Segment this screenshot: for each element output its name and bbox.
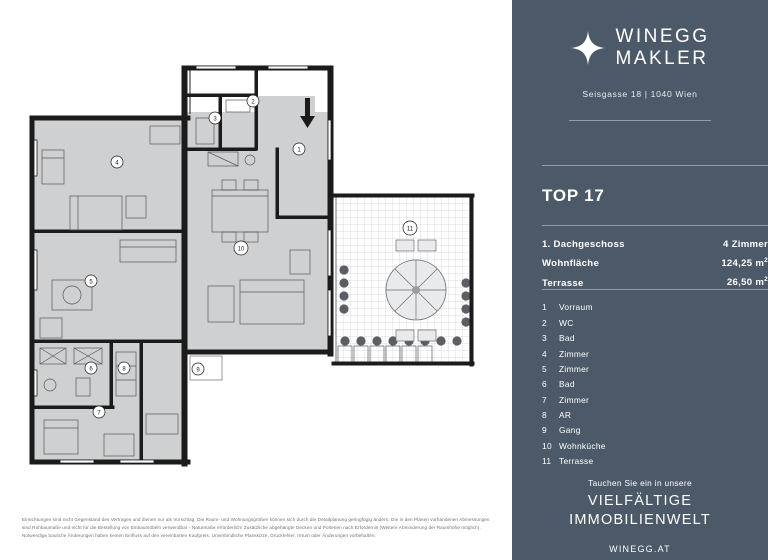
plan-disclaimer: Einrichtungen sind nicht Gegenstand des Vertrages und dienen nur als Vorschlag. Die Raum- und Wohnungsgrößen können sich durch die Detailplanung geringfügig ändern. Die in den Plänen vorhandenen Abmessungen sind Rohbaumaße und nicht für die Bestellung von Einbaumöbeln verwendbar - Naturmaße erforderlich! Zusätzliche abgehängte Decken und Polterien nach Erfordernis (Weitere Abminderung der Raumhöhe möglich). Notwendige bauliche Änderungen haben keinen Einfluss auf den vereinbarten Kaufpreis. Unverbindliche Planskizze, Druckfehler, Irrtum oder Änderungen vorbehalten. xyxy=(22,517,490,539)
legend-number: 10 xyxy=(542,440,552,451)
terrace-area xyxy=(336,196,472,364)
legend-number: 11 xyxy=(542,456,552,467)
legend-item xyxy=(542,377,768,392)
footer-headline-2: IMMOBILIENWELT xyxy=(569,512,711,529)
svg-text:10: 10 xyxy=(237,246,245,253)
svg-text:5: 5 xyxy=(89,279,93,286)
legend-label: Vorraum xyxy=(559,302,593,313)
info-panel xyxy=(512,0,768,560)
legend-number: 8 xyxy=(542,410,547,421)
panel-footer xyxy=(512,478,768,554)
legend-item xyxy=(542,408,768,423)
legend-number: 5 xyxy=(542,363,547,374)
legend-item xyxy=(542,300,768,315)
svg-text:7: 7 xyxy=(97,410,101,417)
footer-lead-text: Tauchen Sie ein in unsere xyxy=(588,478,692,488)
legend-number: 2 xyxy=(542,317,547,328)
svg-text:11: 11 xyxy=(406,226,414,233)
legend-number: 6 xyxy=(542,379,547,390)
brand-logo xyxy=(512,26,768,99)
footer-headline-1: VIELFÄLTIGE xyxy=(587,493,693,509)
panel-divider-bottom xyxy=(542,289,768,290)
svg-text:8: 8 xyxy=(122,366,126,373)
fact-value: 26,50 $m^2$ xyxy=(726,276,768,289)
svg-text:2: 2 xyxy=(251,99,255,106)
legend-label: Zimmer xyxy=(559,348,590,359)
brand-address: Seisgasse 18 | 1040 Wien xyxy=(582,88,698,99)
brand-line-1: WINEGG xyxy=(615,26,710,47)
brand-line-2: MAKLER xyxy=(615,48,709,70)
legend-item xyxy=(542,438,768,453)
legend-number: 9 xyxy=(542,425,547,436)
legend-label: Bad xyxy=(559,379,575,390)
fact-row xyxy=(542,253,768,272)
legend-item xyxy=(542,331,768,346)
legend-label: Zimmer xyxy=(559,363,590,374)
legend-item xyxy=(542,423,768,438)
legend-label: Gang xyxy=(559,425,581,436)
legend-number: 4 xyxy=(542,348,547,359)
legend-number: 7 xyxy=(542,394,547,405)
panel-divider-top xyxy=(542,165,768,166)
legend-item xyxy=(542,346,768,361)
logo-divider xyxy=(569,120,711,121)
legend-number: 1 xyxy=(542,302,547,313)
legend-number: 3 xyxy=(542,333,547,344)
legend-item xyxy=(542,454,768,469)
legend-item xyxy=(542,315,768,330)
svg-text:9: 9 xyxy=(196,367,200,374)
unit-title: TOP 17 xyxy=(542,186,605,205)
legend-label: Wohnküche xyxy=(559,440,606,451)
footer-website-link[interactable]: WINEGG.AT xyxy=(609,544,671,555)
fact-row xyxy=(542,234,768,253)
svg-text:1: 1 xyxy=(297,147,301,154)
legend-label: Terrasse xyxy=(559,456,594,467)
panel-divider-mid xyxy=(542,225,768,226)
fact-label: 1. Dachgeschoss xyxy=(542,238,625,250)
svg-text:6: 6 xyxy=(89,366,93,373)
legend-label: WC xyxy=(559,317,574,328)
fact-label: Terrasse xyxy=(542,277,584,289)
fact-value: 4 Zimmer xyxy=(723,238,768,250)
svg-text:3: 3 xyxy=(213,116,217,123)
fact-value: 124,25 $m^2$ xyxy=(721,256,768,270)
legend-item xyxy=(542,392,768,407)
room-legend xyxy=(542,300,768,469)
unit-facts xyxy=(542,234,768,292)
legend-item xyxy=(542,362,768,377)
legend-label: Bad xyxy=(559,333,575,344)
four-point-star-icon xyxy=(571,31,605,65)
legend-label: AR xyxy=(559,410,572,421)
svg-text:4: 4 xyxy=(115,160,119,167)
fact-label: Wohnfläche xyxy=(542,258,600,270)
legend-label: Zimmer xyxy=(559,394,590,405)
